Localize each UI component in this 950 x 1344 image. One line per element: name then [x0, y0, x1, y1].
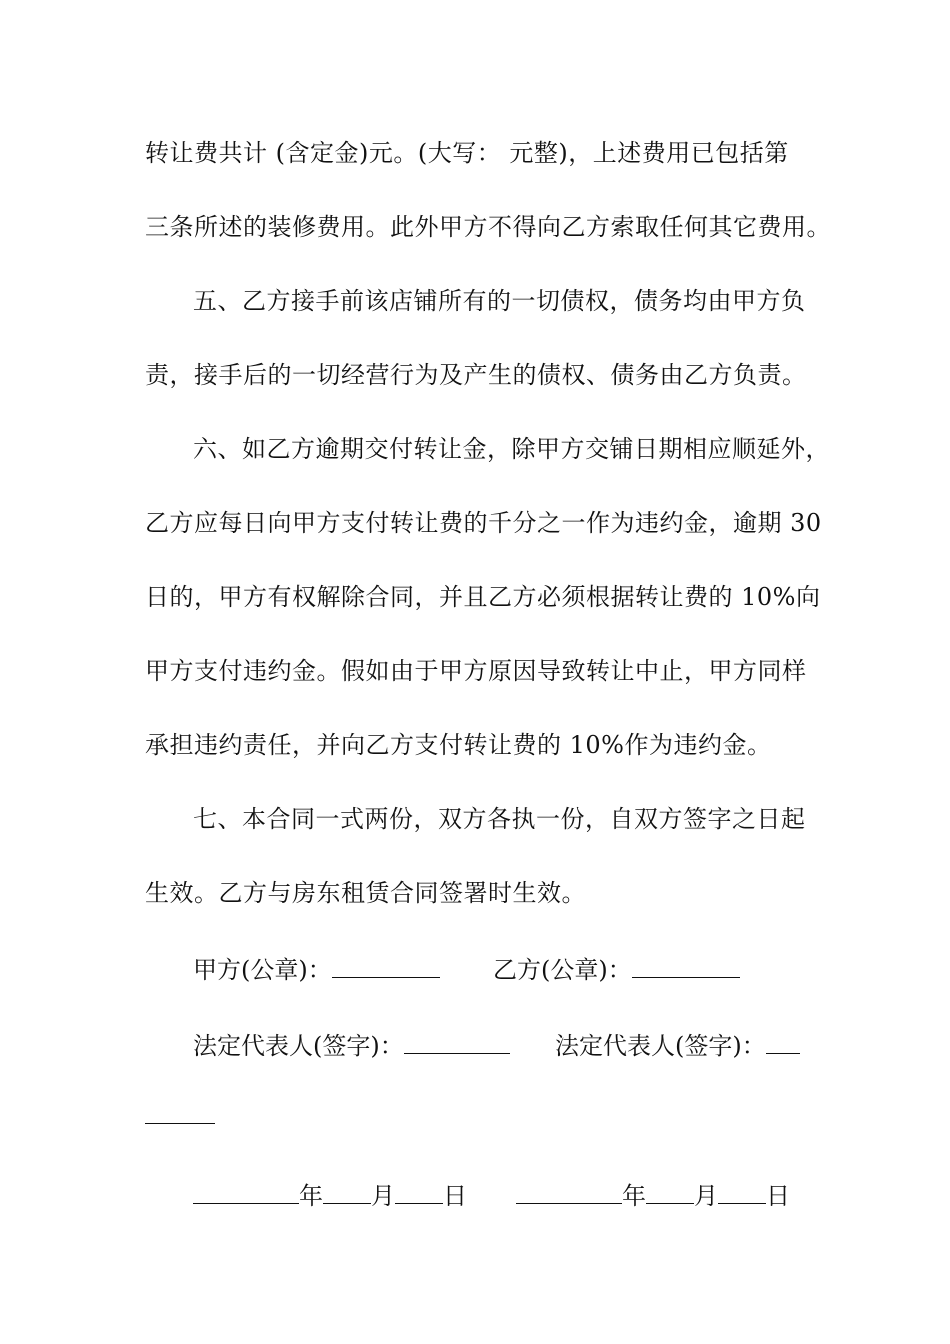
month-label: 月: [694, 1182, 718, 1210]
year-blank: [516, 1181, 622, 1204]
party-a-seal-label: 甲方(公章)：: [193, 956, 332, 984]
party-b-rep-blank-continued: [145, 1100, 215, 1132]
paragraph-line: 生效。乙方与房东租赁合同签署时生效。: [145, 879, 586, 907]
paragraph-line: 乙方应每日向甲方支付转让费的千分之一作为违约金，逾期 30: [145, 509, 822, 537]
party-b-seal-label: 乙方(公章)：: [493, 956, 632, 984]
party-a-seal-field: [193, 954, 440, 986]
paragraph-line: 承担违约责任，并向乙方支付转让费的 10%作为违约金。: [145, 731, 772, 759]
party-b-seal-field: [493, 954, 740, 986]
year-label: 年: [299, 1182, 323, 1210]
party-b-rep-field: [555, 1030, 800, 1062]
year-label: 年: [622, 1182, 646, 1210]
party-b-rep-blank: [766, 1031, 800, 1054]
month-blank: [323, 1181, 371, 1204]
paragraph-line: 三条所述的装修费用。此外甲方不得向乙方索取任何其它费用。: [145, 213, 831, 241]
year-blank: [193, 1181, 299, 1204]
party-b-seal-blank: [632, 955, 740, 978]
month-label: 月: [371, 1182, 395, 1210]
day-blank: [395, 1181, 443, 1204]
paragraph-line: 七、本合同一式两份，双方各执一份，自双方签字之日起: [193, 805, 806, 833]
paragraph-line: 日的，甲方有权解除合同，并且乙方必须根据转让费的 10%向: [145, 583, 821, 611]
paragraph-line: 甲方支付违约金。假如由于甲方原因导致转让中止，甲方同样: [145, 657, 807, 685]
day-label: 日: [766, 1182, 790, 1210]
party-a-date-field: [193, 1180, 467, 1212]
party-b-date-field: [516, 1180, 790, 1212]
party-a-rep-blank: [404, 1031, 510, 1054]
day-blank: [718, 1181, 766, 1204]
paragraph-line: 责，接手后的一切经营行为及产生的债权、债务由乙方负责。: [145, 361, 807, 389]
month-blank: [646, 1181, 694, 1204]
day-label: 日: [443, 1182, 467, 1210]
paragraph-line: 转让费共计 (含定金)元。(大写： 元整)，上述费用已包括第: [145, 139, 789, 167]
party-a-seal-blank: [332, 955, 440, 978]
party-b-rep-label: 法定代表人(签字)：: [555, 1032, 766, 1060]
paragraph-line: 五、乙方接手前该店铺所有的一切债权，债务均由甲方负: [193, 287, 806, 315]
party-a-rep-label: 法定代表人(签字)：: [193, 1032, 404, 1060]
paragraph-line: 六、如乙方逾期交付转让金，除甲方交铺日期相应顺延外，: [193, 435, 830, 463]
party-a-rep-field: [193, 1030, 510, 1062]
